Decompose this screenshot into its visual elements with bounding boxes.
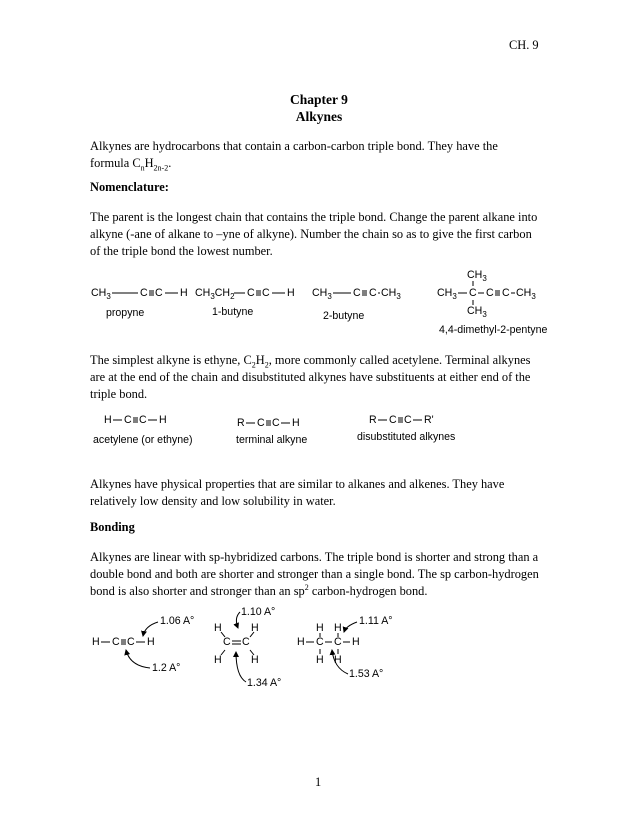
chapter-tag: CH. 9 — [509, 38, 539, 52]
name-dimethylpentyne: 4,4-dimethyl-2-pentyne — [439, 324, 548, 336]
label-alkyne-ch: 1.06 A° — [160, 615, 195, 627]
bond-alkane-h-b2: H — [334, 654, 342, 666]
bond-alkane-c2: C — [334, 636, 342, 648]
nomenclature-paragraph: The parent is the longest chain that contains the triple bond. Change the parent alkane into alkyne (-ane of alkane to –yne of alkyne). Number the chain so as to give the first carbon of the triple bond the lowest number. — [90, 210, 538, 258]
bond-alkyne-h1: H — [92, 636, 100, 648]
nomenclature-heading: Nomenclature: — [90, 180, 169, 194]
structure-dimethylpentyne-bottom-ch3: $CH_3$ — [467, 305, 487, 320]
intro-line-1: Alkynes are hydrocarbons that contain a carbon-carbon triple bond. They have the — [90, 139, 498, 153]
bond-alkane-h-right: H — [352, 636, 360, 648]
name-2-butyne: 2-butyne — [323, 310, 365, 322]
bond-alkene-h-br: H — [251, 654, 259, 666]
butyne1-c1: C — [247, 287, 255, 299]
acetylene-h2: H — [159, 414, 167, 426]
butyne2-c2: C — [369, 287, 377, 299]
terminal-h: H — [292, 417, 300, 429]
label-alkene-cc: 1.34 A° — [247, 677, 282, 689]
intro-line-2: formula $C_nH_{2n-2}$. — [90, 156, 172, 173]
structure-1-butyne: $CH_3CH_2$ — [195, 287, 235, 302]
butyne1-c2: C — [262, 287, 270, 299]
butyne2-ch3: $CH_3$ — [381, 287, 401, 302]
acetylene-c1: C — [124, 414, 132, 426]
structure-dimethylpentyne-top-ch3: $CH_3$ — [467, 269, 487, 284]
physical-paragraph: Alkynes have physical properties that are similar to alkanes and alkenes. They have relatively low density and low solubility in water. — [90, 477, 505, 508]
bond-alkyne-c1: C — [112, 636, 120, 648]
bond-alkane-h-t1: H — [316, 622, 324, 634]
propyne-h: H — [180, 287, 188, 299]
bond-alkane-c1: C — [316, 636, 324, 648]
propyne-c1: C — [140, 287, 148, 299]
bond-alkene-c2: C — [242, 636, 250, 648]
bond-alkene-h-bl: H — [214, 654, 222, 666]
bond-alkene-h-tl: H — [214, 622, 222, 634]
terminal-r: R — [237, 417, 245, 429]
terminal-c1: C — [257, 417, 265, 429]
name-propyne: propyne — [106, 307, 145, 319]
bond-alkene-h-tr: H — [251, 622, 259, 634]
label-alkane-ch: 1.11 A° — [359, 615, 393, 627]
terminal-c2: C — [272, 417, 280, 429]
structure-propyne: $CH_3$ — [91, 287, 111, 302]
bond-alkane-h-b1: H — [316, 654, 324, 666]
disub-c1: C — [389, 414, 397, 426]
page-number: 1 — [315, 775, 322, 789]
name-disubstituted: disubstituted alkynes — [357, 431, 456, 443]
acetylene-h1: H — [104, 414, 112, 426]
dmp-c-quat: C — [469, 287, 477, 299]
disub-c2: C — [404, 414, 412, 426]
bond-alkane-h-left: H — [297, 636, 305, 648]
simplest-paragraph: The simplest alkyne is ethyne, $C_2H_2$, more commonly called acetylene. Terminal alkynes are at the end of the chain and disubstituted alkynes have substituents at either end of the triple bond. — [90, 353, 531, 401]
bonding-heading: Bonding — [90, 520, 135, 534]
chapter-subtitle: Alkynes — [295, 109, 343, 124]
bond-alkyne-h2: H — [147, 636, 155, 648]
bond-alkene-c1: C — [223, 636, 231, 648]
dmp-c1: C — [486, 287, 494, 299]
label-alkene-ch: 1.10 A° — [241, 606, 276, 618]
butyne2-c1: C — [353, 287, 361, 299]
name-terminal-alkyne: terminal alkyne — [236, 434, 308, 446]
name-acetylene: acetylene (or ethyne) — [93, 434, 193, 446]
bond-alkane-h-t2: H — [334, 622, 342, 634]
dmp-ch3-right: $CH_3$ — [516, 287, 536, 302]
disub-r: R — [369, 414, 377, 426]
bond-alkyne-c2: C — [127, 636, 135, 648]
name-1-butyne: 1-butyne — [212, 306, 254, 318]
acetylene-c2: C — [139, 414, 147, 426]
bonding-paragraph: Alkynes are linear with sp-hybridized carbons. The triple bond is shorter and strong than a double bond and both are shorter and stronger than a single bond. The sp carbon-hydrogen bond is also shorter and stronger than an $sp^2$ carbon-hydrogen bond. — [90, 550, 539, 598]
disub-rp: R' — [424, 414, 434, 426]
butyne1-h: H — [287, 287, 295, 299]
label-alkyne-cc: 1.2 A° — [152, 662, 181, 674]
structure-dimethylpentyne: $CH_3$ — [437, 287, 457, 302]
dmp-c2: C — [502, 287, 510, 299]
propyne-c2: C — [155, 287, 163, 299]
chapter-title: Chapter 9 — [290, 92, 348, 107]
structure-2-butyne: $CH_3$ — [312, 287, 332, 302]
label-alkane-cc: 1.53 A° — [349, 668, 384, 680]
